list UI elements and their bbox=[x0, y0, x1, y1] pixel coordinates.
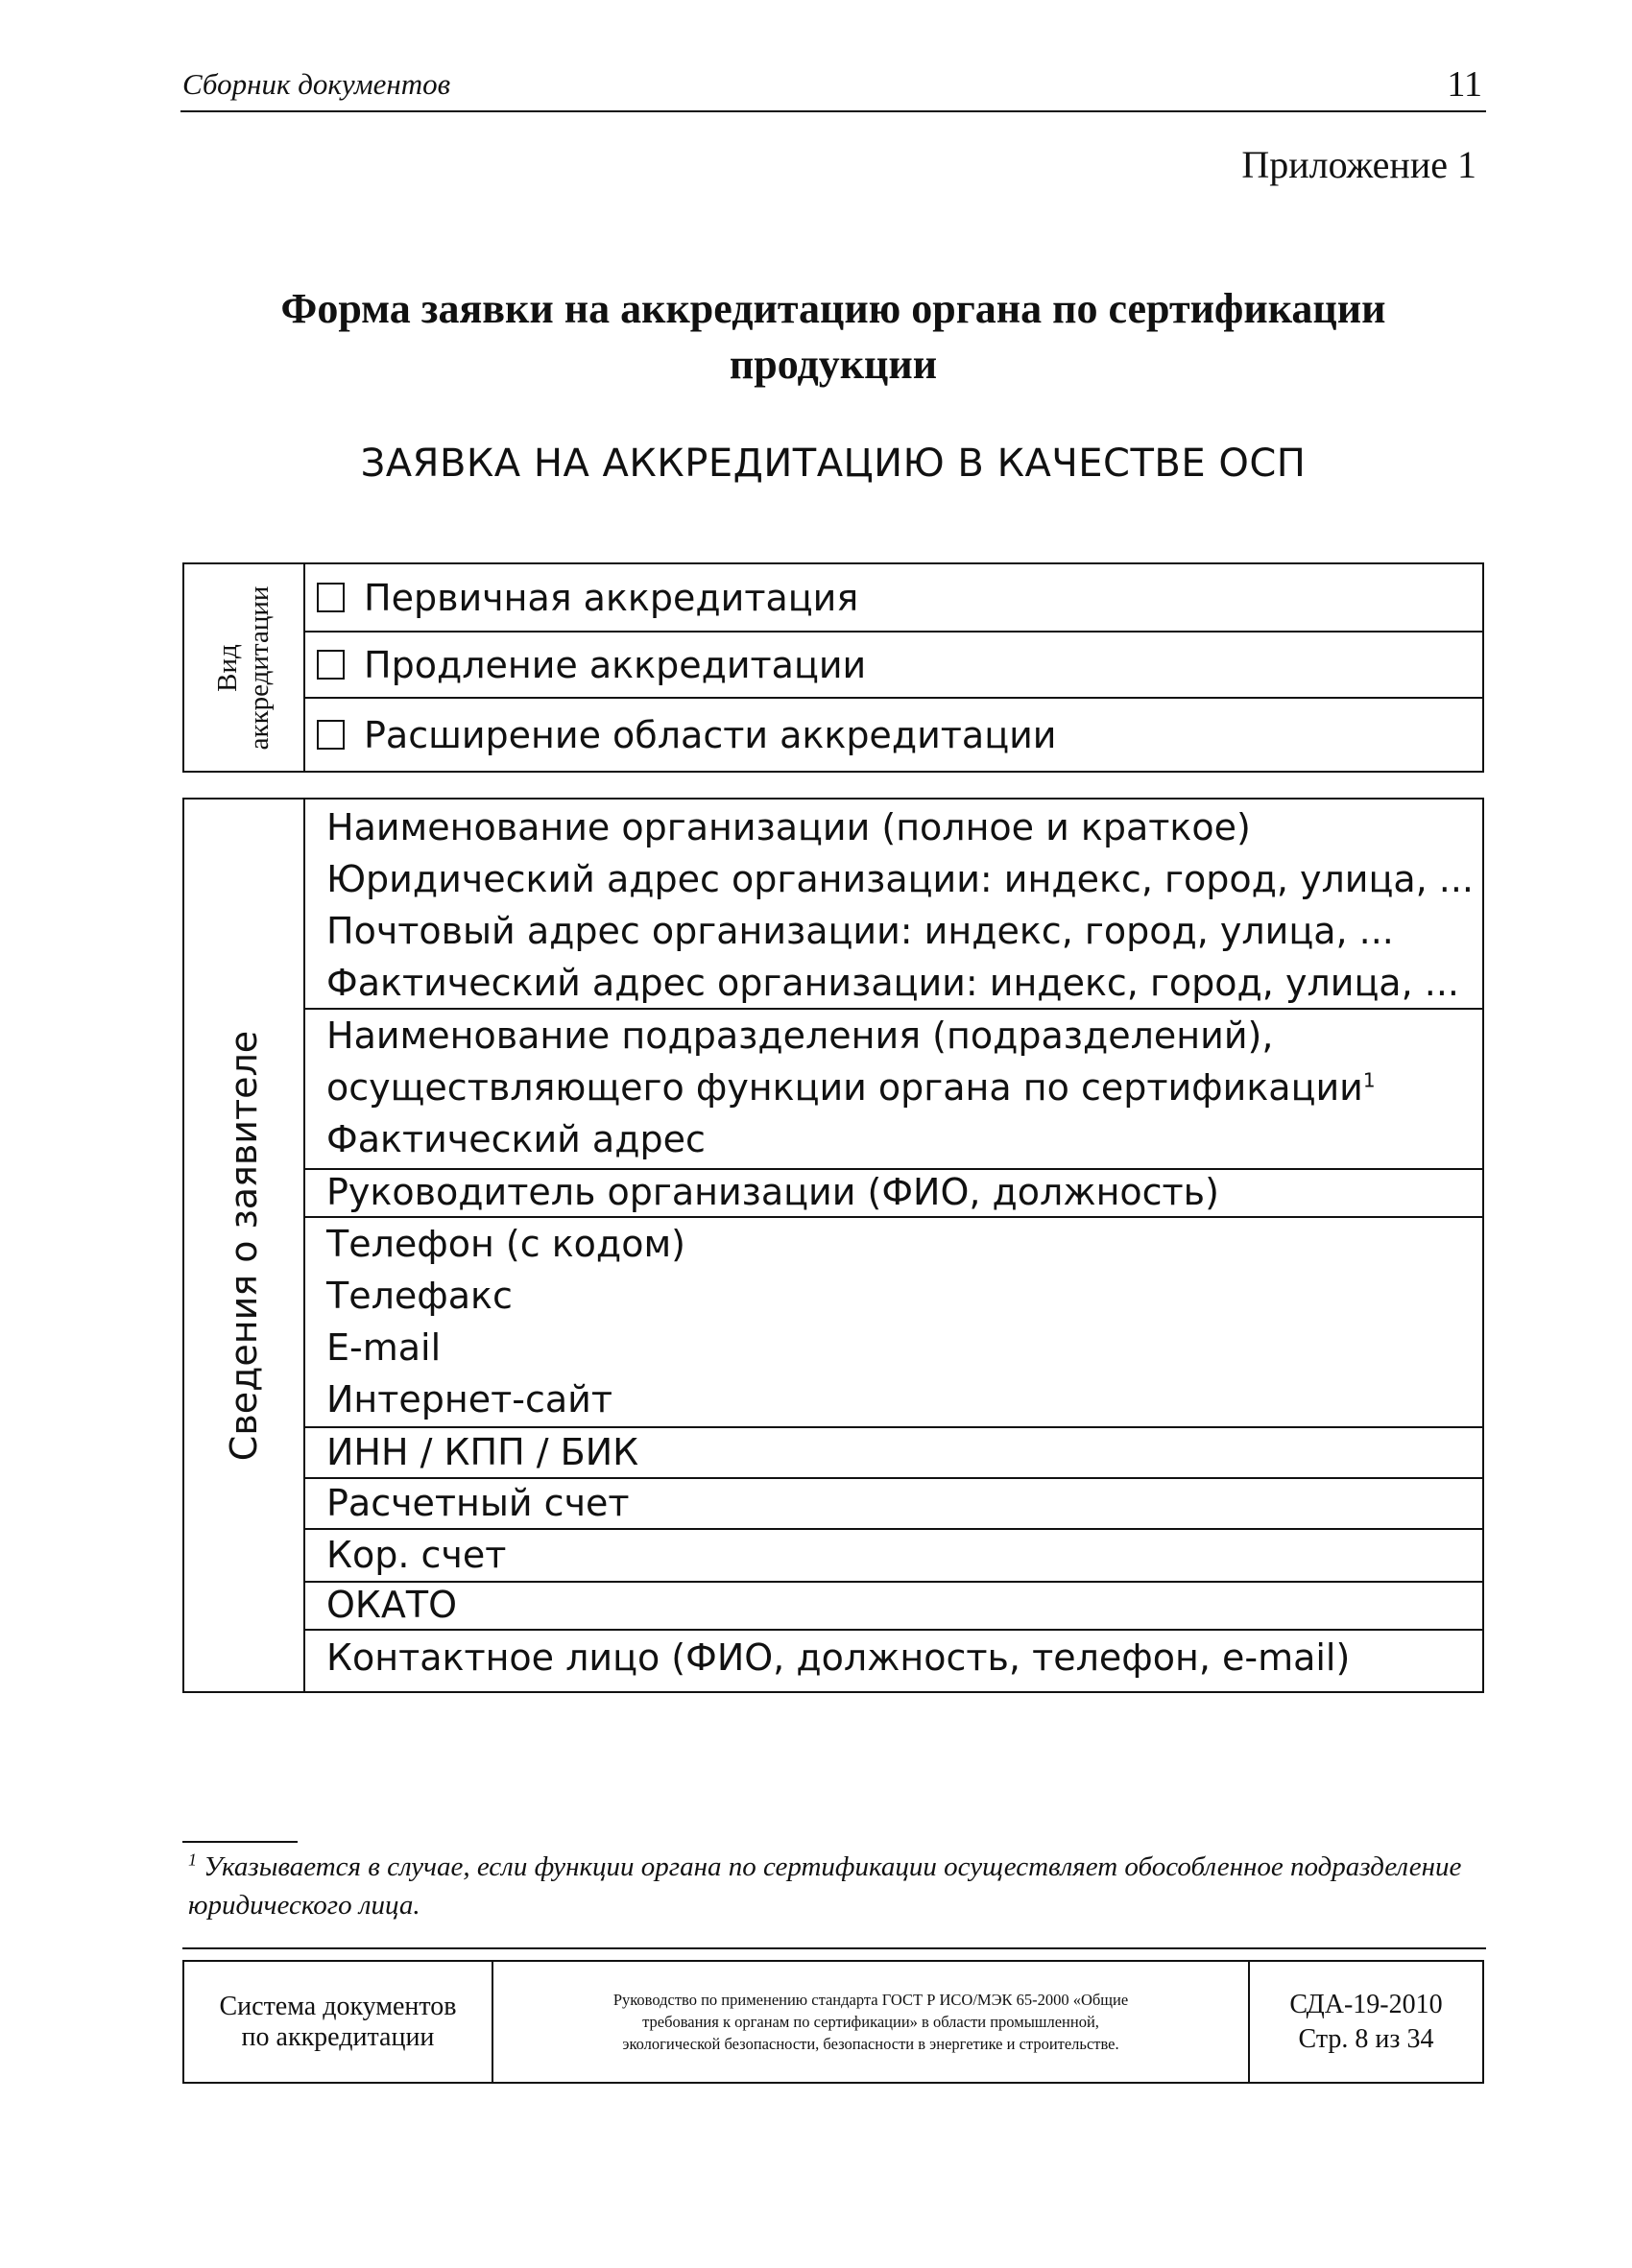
applicant-info-side-cell bbox=[184, 800, 305, 1691]
info-line: Фактический адрес bbox=[326, 1118, 706, 1160]
header-divider bbox=[180, 110, 1486, 112]
form-title-line-2: продукции bbox=[729, 341, 938, 388]
info-row-account[interactable] bbox=[303, 1479, 1482, 1530]
info-row-head[interactable] bbox=[303, 1170, 1482, 1218]
footer-doc-code: СДА-19-2010 bbox=[1289, 1989, 1443, 2019]
info-line: Почтовый адрес организации: индекс, город, улица, ... bbox=[326, 910, 1394, 952]
info-line-text: осуществляющего функции органа по сертификации bbox=[326, 1066, 1363, 1109]
info-row-contact-person[interactable] bbox=[303, 1631, 1482, 1691]
footnote-divider bbox=[182, 1841, 298, 1843]
footer-guide-line: требования к органам по сертификации» в области промышленной, bbox=[642, 2013, 1099, 2031]
checkbox-scope-extension[interactable] bbox=[317, 720, 345, 750]
applicant-info-side-label: Сведения о заявителе bbox=[223, 1030, 265, 1461]
info-line: Наименование организации (полное и краткое) bbox=[326, 806, 1251, 848]
info-row-subdivision[interactable] bbox=[303, 1010, 1482, 1170]
footer-system-cell bbox=[184, 1962, 493, 2082]
footer-divider bbox=[182, 1947, 1486, 1949]
info-line: Наименование подразделения (подразделений), bbox=[326, 1015, 1274, 1057]
info-line: Кор. счет bbox=[326, 1534, 507, 1576]
info-line: Телефакс bbox=[326, 1275, 513, 1317]
running-title: Сборник документов bbox=[182, 67, 451, 101]
appendix-label: Приложение 1 bbox=[1241, 143, 1476, 186]
kind-label: Расширение области аккредитации bbox=[364, 713, 1057, 756]
info-line: ОКАТО bbox=[326, 1584, 458, 1626]
footer-guide-line: экологической безопасности, безопасности в энергетике и строительстве. bbox=[622, 2035, 1119, 2053]
footnote bbox=[188, 1848, 1494, 1924]
footer-guide-line: Руководство по применению стандарта ГОСТ Р ИСО/МЭК 65-2000 «Общие bbox=[612, 1991, 1129, 2009]
checkbox-renewal-accreditation[interactable] bbox=[317, 650, 345, 680]
side-label-line: Вид bbox=[212, 643, 243, 692]
info-row-inn[interactable] bbox=[303, 1428, 1482, 1479]
form-title bbox=[180, 281, 1486, 393]
applicant-info-table bbox=[182, 798, 1484, 1693]
info-line: Расчетный счет bbox=[326, 1482, 630, 1524]
info-row-contacts[interactable] bbox=[303, 1218, 1482, 1428]
footnote-mark: 1 bbox=[188, 1850, 197, 1870]
form-title-line-1: Форма заявки на аккредитацию органа по сертификации bbox=[280, 285, 1386, 332]
kind-row-primary[interactable] bbox=[303, 564, 1482, 633]
info-line: ИНН / КПП / БИК bbox=[326, 1431, 639, 1473]
page-number: 11 bbox=[1447, 64, 1482, 105]
info-line: Руководитель организации (ФИО, должность) bbox=[326, 1171, 1219, 1213]
info-line: Интернет-сайт bbox=[326, 1378, 612, 1420]
application-heading: ЗАЯВКА НА АККРЕДИТАЦИЮ В КАЧЕСТВЕ ОСП bbox=[360, 442, 1307, 486]
info-line bbox=[326, 1062, 1482, 1113]
info-line: Контактное лицо (ФИО, должность, телефон, e-mail) bbox=[326, 1636, 1351, 1679]
footnote-text: Указывается в случае, если функции органа по сертификации осуществляет обособленное подразделение юридического лица. bbox=[188, 1851, 1462, 1921]
accreditation-kind-side-cell bbox=[184, 564, 305, 771]
kind-label: Продление аккредитации bbox=[364, 643, 867, 686]
footer-guide-cell bbox=[493, 1962, 1250, 2082]
footer-system-line: по аккредитации bbox=[241, 2021, 435, 2052]
kind-label: Первичная аккредитация bbox=[364, 576, 859, 619]
accreditation-kind-table bbox=[182, 562, 1484, 773]
info-row-organization[interactable] bbox=[303, 800, 1482, 1010]
side-label-line: аккредитации bbox=[244, 585, 275, 750]
footer-doc-cell bbox=[1250, 1962, 1482, 2082]
footer-page-info: Стр. 8 из 34 bbox=[1298, 2023, 1434, 2054]
footer-table bbox=[182, 1960, 1484, 2084]
info-line: Телефон (с кодом) bbox=[326, 1223, 685, 1265]
kind-row-renewal[interactable] bbox=[303, 633, 1482, 699]
info-line: Юридический адрес организации: индекс, город, улица, ... bbox=[326, 858, 1475, 900]
footer-system-line: Система документов bbox=[219, 1991, 457, 2021]
info-line: Фактический адрес организации: индекс, город, улица, ... bbox=[326, 962, 1459, 1004]
info-row-corr-account[interactable] bbox=[303, 1530, 1482, 1583]
footnote-reference: 1 bbox=[1362, 1068, 1376, 1092]
kind-row-extension[interactable] bbox=[303, 699, 1482, 771]
checkbox-primary-accreditation[interactable] bbox=[317, 583, 345, 612]
accreditation-kind-side-label bbox=[212, 585, 276, 750]
info-row-okato[interactable] bbox=[303, 1583, 1482, 1631]
info-line: E-mail bbox=[326, 1326, 442, 1369]
